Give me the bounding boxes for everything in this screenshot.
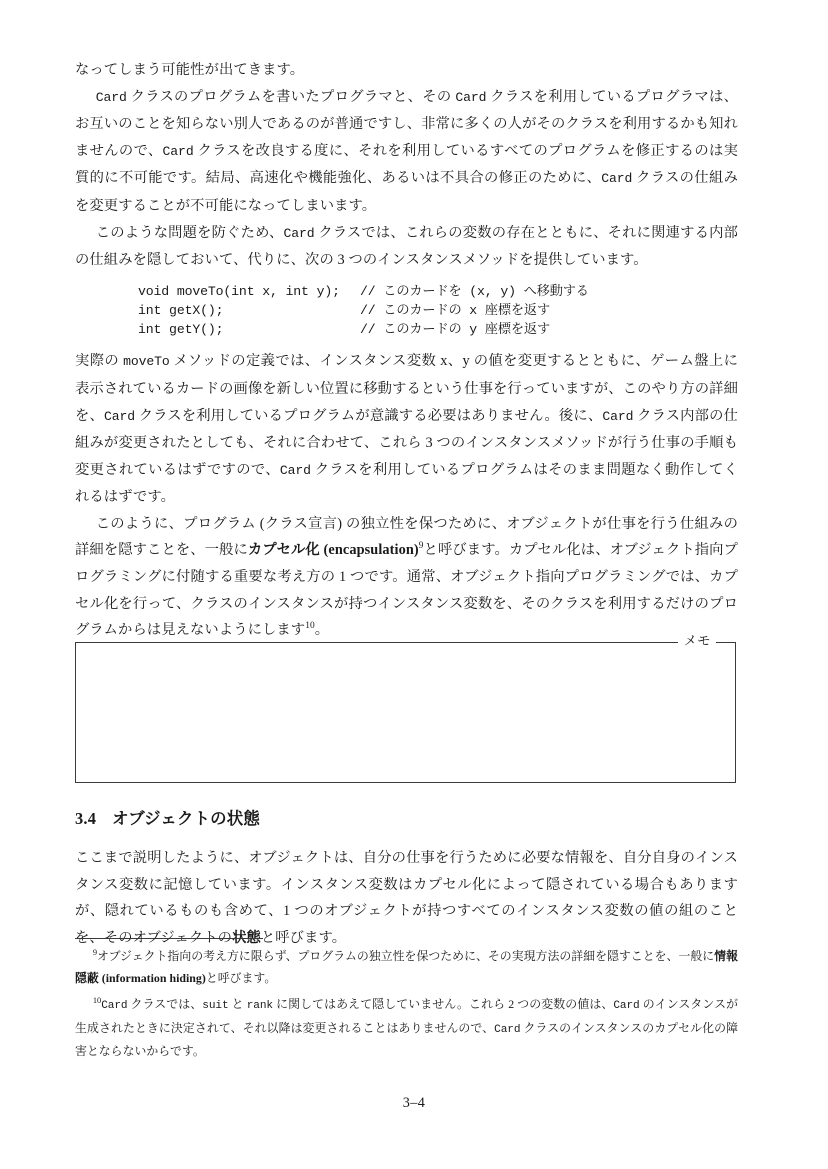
term-information-hiding: 情報隠蔽 (information hiding) (75, 949, 738, 985)
code-comment: // このカードの y 座標を返す (360, 322, 550, 338)
footnote-10 (75, 994, 738, 1063)
paragraph-2-text-d: クラスを利用しているプログラマは、お互いのことを知らない別人であるのが普通ですし、非常に多くの人がそのクラスを利用するかも知れませんので、 (75, 88, 738, 159)
footnote-10-text-f: のインスタンスが生成されたときに決定されて、それ以降は変更されることはありませんので、 (75, 997, 738, 1035)
code-line (138, 320, 738, 339)
paragraph-2-text-b: クラスのプログラムを書いたプログラマと、その (126, 88, 456, 105)
code-line (138, 282, 738, 301)
paragraph-1-text: なってしまう可能性が出てきます。 (75, 62, 305, 78)
code-term-suit: suit (202, 1000, 229, 1012)
footnote-separator-rule (75, 938, 263, 939)
paragraph-4-text-e: クラスを利用しているプログラムが意識する必要はありません。後に、 (135, 407, 603, 424)
section-paragraph-text-b: と呼びます。 (260, 929, 347, 946)
section-paragraph (75, 845, 738, 951)
footnote-ref-9[interactable]: 9 (418, 541, 424, 552)
section-body-column (75, 845, 738, 951)
code-term-card-5: Card (283, 225, 315, 241)
code-term-card-6: Card (103, 408, 135, 424)
code-term-card-2: Card (455, 89, 487, 105)
paragraph-4-text-g: クラス内部の仕組みが変更されたとしても、それに合わせて、これら 3 つのインスタンスメソッドが行う仕事の手順も変更されているはずですので、 (75, 407, 738, 478)
footnote-10-text-c: と (228, 997, 247, 1011)
section-number: 3.4 (75, 809, 97, 828)
section-title: オブジェクトの状態 (112, 809, 260, 828)
code-comment: // このカードの x 座標を返す (360, 302, 550, 318)
term-state: 状態 (232, 929, 261, 946)
footnote-9-text-a: オブジェクト指向の考え方に限らず、プログラムの独立性を保つために、その実現方法の詳細を隠すことを、一般に (97, 949, 715, 963)
paragraph-5-text-b: と呼びます。カプセル化は、オブジェクト指向プログラミングに付随する重要な考え方の 1 つです。通常、オブジェクト指向プログラミングでは、カプセル化を行って、クラスのインスタンスが持つインスタンス変数を、そのクラスを利用するだけのプログラムからは見えないようにします (75, 542, 738, 639)
code-term-card-11: Card (494, 1023, 521, 1036)
code-term-card-4: Card (601, 171, 633, 187)
code-block (75, 282, 738, 340)
section-paragraph-text-a: ここまで説明したように、オブジェクトは、自分の仕事を行うために必要な情報を、自分自身のインスタンス変数に記憶しています。インスタンス変数はカプセル化によって隠されている場合もありますが、隠れているものも含めて、1 つのオブジェクトが持つすべてのインスタンス変数の値の組のことを、そのオブジェクトの (75, 850, 738, 946)
memo-label: メモ (678, 632, 716, 650)
footnote-10-text-h: クラスのインスタンスのカプセル化の障害とならないからです。 (75, 1020, 738, 1058)
code-term-card-7: Card (602, 408, 634, 424)
code-signature: int getX(); (138, 302, 224, 318)
main-text-column (75, 57, 738, 644)
code-signature: int getY(); (138, 322, 224, 338)
footnote-9 (75, 946, 738, 989)
page-number: 3–4 (402, 1095, 426, 1111)
paragraph-4-text-a: 実際の (75, 353, 124, 370)
code-term-card-10: Card (613, 1000, 640, 1012)
code-comment: // このカードを (x, y) へ移動する (360, 283, 589, 299)
memo-box[interactable] (75, 642, 736, 783)
code-term-rank: rank (246, 1000, 273, 1012)
paragraph-2-text-h: クラスの仕組みを変更することが不可能になってしまいます。 (75, 170, 738, 214)
paragraph-5-text-c: 。 (314, 622, 330, 639)
code-line (138, 301, 738, 320)
memo-box-wrapper (75, 633, 738, 785)
paragraph-4-text-i: クラスを利用しているプログラムはそのまま問題なく動作してくれるはずです。 (75, 461, 738, 506)
footnote-9-mark: 9 (92, 948, 98, 958)
code-term-card-3: Card (162, 143, 194, 159)
footnote-10-text-d: に関してはあえて隠していません。これら 2 つの変数の値は、 (272, 997, 614, 1011)
footnotes-area (75, 938, 738, 1068)
paragraph-4 (75, 348, 738, 511)
footnote-ref-10[interactable]: 10 (305, 621, 315, 632)
footnote-9-text-b: と呼びます。 (205, 970, 277, 985)
paragraph-1 (75, 57, 738, 84)
paragraph-3-text-c: クラスでは、これらの変数の存在とともに、それに関連する内部の仕組みを隠しておいて、代りに、次の 3 つのインスタンスメソッドを提供しています。 (75, 224, 738, 269)
code-term-card-1: Card (95, 89, 127, 105)
footnote-10-mark: 10 (92, 996, 102, 1006)
paragraph-5-text-a: このように、プログラム (クラス宣言) の独立性を保つために、オブジェクトが仕事を行う仕組みの詳細を隠すことを、一般に (75, 515, 738, 559)
term-encapsulation: カプセル化 (encapsulation) (247, 542, 419, 559)
paragraph-3-text-a: このような問題を防ぐため、 (95, 224, 284, 241)
footnote-10-text-b: クラスでは、 (127, 997, 203, 1011)
paragraph-4-text-c: メソッドの定義では、インスタンス変数 x、y の値を変更するとともに、ゲーム盤上に表示されているカードの画像を新しい位置に移動するという仕事を行っていますが、このやり方の詳細を、 (75, 353, 738, 424)
code-term-moveto: moveTo (123, 354, 170, 370)
code-term-card-9: Card (101, 1000, 128, 1012)
code-term-card-8: Card (279, 462, 311, 478)
paragraph-2-text-f: クラスを改良する度に、それを利用しているすべてのプログラムを修正するのは実質的に不可能です。結局、高速化や機能強化、あるいは不具合の修正のために、 (75, 142, 738, 187)
section-heading (75, 805, 260, 829)
paragraph-3 (75, 220, 738, 274)
paragraph-5 (75, 511, 738, 644)
paragraph-2 (75, 84, 738, 220)
code-signature: void moveTo(int x, int y); (138, 283, 340, 299)
